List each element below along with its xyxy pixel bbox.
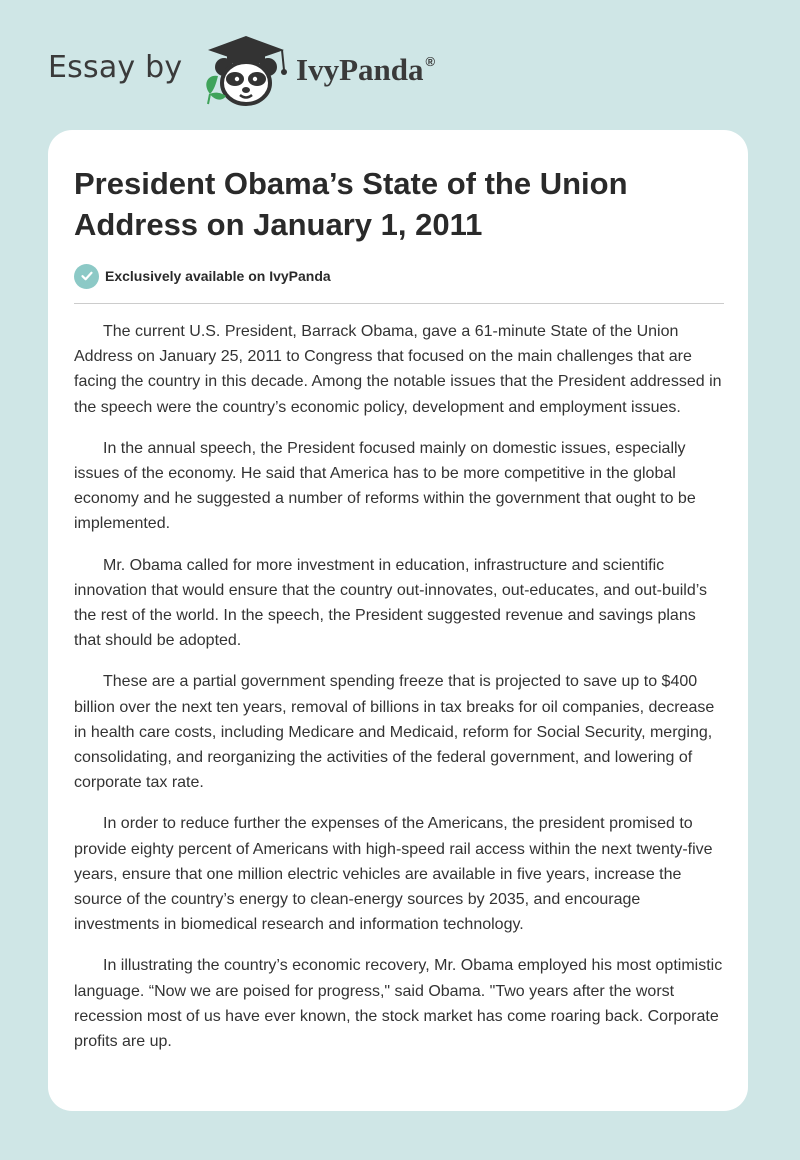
essay-card (48, 130, 748, 1111)
paragraph: In order to reduce further the expenses of the Americans, the president promised to provide eighty percent of Americans with high-speed rail access within the next twenty-five years, ensure that one million electric vehicles are available in five years, increase the source of the country’s energy to clean-energy sources by 2035, and encourage investments in biomedical research and information technology. (74, 815, 713, 934)
brand-text: IvyPanda (296, 52, 424, 87)
brand-name (296, 52, 435, 88)
site-header (0, 0, 800, 130)
check-circle-icon (74, 264, 99, 289)
paragraph: In the annual speech, the President focused mainly on domestic issues, especially issues of the economy. He said that America has to be more competitive in the global economy and he suggested a number of reforms within the government that ought to be implemented. (74, 439, 696, 533)
paragraph: These are a partial government spending freeze that is projected to save up to $400 billion over the next ten years, removal of billions in tax breaks for oil companies, decrease in health care costs, including Medicare and Medicaid, reform for Social Security, merging, consolidating, and reorganizing the activities of the federal government, and lowering of corporate tax rate. (74, 673, 715, 792)
essay-title: President Obama’s State of the Union Address on January 1, 2011 (74, 166, 628, 242)
paragraph: Mr. Obama called for more investment in education, infrastructure and scientific innovation that would ensure that the country out-innovates, out-educates, and out-build’s the rest of the world. In the speech, the President suggested revenue and savings plans that should be adopted. (74, 556, 708, 650)
essay-by-label: Essay by (48, 50, 183, 85)
exclusive-label: Exclusively available on IvyPanda (105, 268, 331, 284)
paragraph: The current U.S. President, Barrack Obama, gave a 61-minute State of the Union Address on January 25, 2011 to Congress that focused on the main challenges that are facing the country in this decade. Among the notable issues that the President addressed in the speech were the country’s economic policy, development and employment issues. (74, 323, 722, 416)
essay-body (74, 319, 724, 1070)
paragraph: In illustrating the country’s economic recovery, Mr. Obama employed his most optimistic language. “Now we are poised for progress," said Obama. "Two years after the worst recession most of us have ever known, the stock market has come roaring back. Corporate profits are up. (74, 957, 723, 1051)
exclusive-badge (74, 263, 331, 289)
registered-mark: ® (425, 54, 436, 69)
divider (74, 303, 724, 304)
panda-graduate-icon (200, 34, 290, 110)
